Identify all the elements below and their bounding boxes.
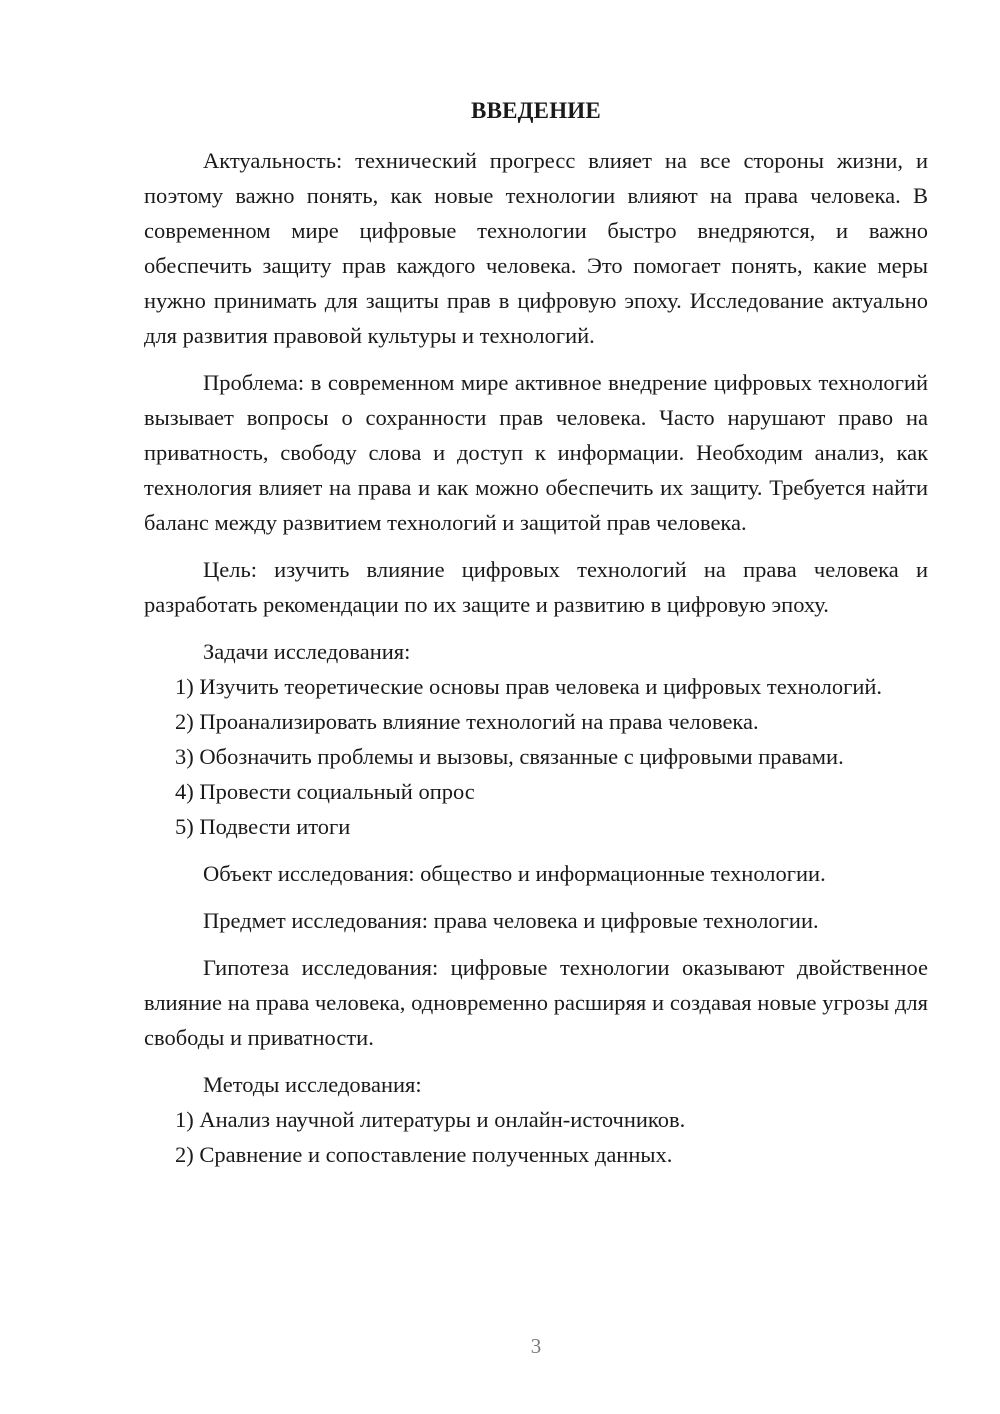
paragraph-subject: Предмет исследования: права человека и цифровые технологии. [203, 908, 819, 933]
paragraph-problem: Проблема: в современном мире активное внедрение цифровых технологий вызывает вопросы о сохранности прав человека. Часто нарушают право на приватность, свободу слова и доступ к информации. Необходим анализ, как технология влияет на права и как можно обеспечить их защиту. Требуется найти баланс между развитием технологий и защитой прав человека. [144, 370, 928, 535]
paragraph-relevance: Актуальность: технический прогресс влияет на все стороны жизни, и поэтому важно понять, как новые технологии влияют на права человека. В современном мире цифровые технологии быстро внедряются, и важно обеспечить защиту прав каждого человека. Это помогает понять, какие меры нужно принимать для защиты прав в цифровую эпоху. Исследование актуально для развития правовой культуры и технологий. [144, 148, 928, 348]
method-list-item: 2) Сравнение и сопоставление полученных данных. [175, 1142, 673, 1167]
paragraph-hypothesis: Гипотеза исследования: цифровые технологии оказывают двойственное влияние на права человека, одновременно расширяя и создавая новые угрозы для свободы и приватности. [144, 955, 928, 1050]
task-list-item: 1) Изучить теоретические основы прав человека и цифровых технологий. [175, 674, 883, 699]
page-title: ВВЕДЕНИЕ [471, 98, 601, 123]
task-list-item: 4) Провести социальный опрос [175, 779, 475, 804]
document-body [144, 143, 928, 1172]
methods-heading: Методы исследования: [203, 1072, 422, 1097]
paragraph-goal: Цель: изучить влияние цифровых технологий на права человека и разработать рекомендации по их защите и развитию в цифровую эпоху. [144, 557, 928, 617]
task-list-item: 2) Проанализировать влияние технологий на права человека. [175, 709, 759, 734]
task-list-item: 3) Обозначить проблемы и вызовы, связанные с цифровыми правами. [175, 744, 844, 769]
task-list-item: 5) Подвести итоги [175, 814, 351, 839]
page-number: 3 [530, 1334, 542, 1358]
paragraph-object: Объект исследования: общество и информационные технологии. [203, 861, 826, 886]
tasks-heading: Задачи исследования: [203, 639, 411, 664]
method-list-item: 1) Анализ научной литературы и онлайн-источников. [175, 1107, 686, 1132]
